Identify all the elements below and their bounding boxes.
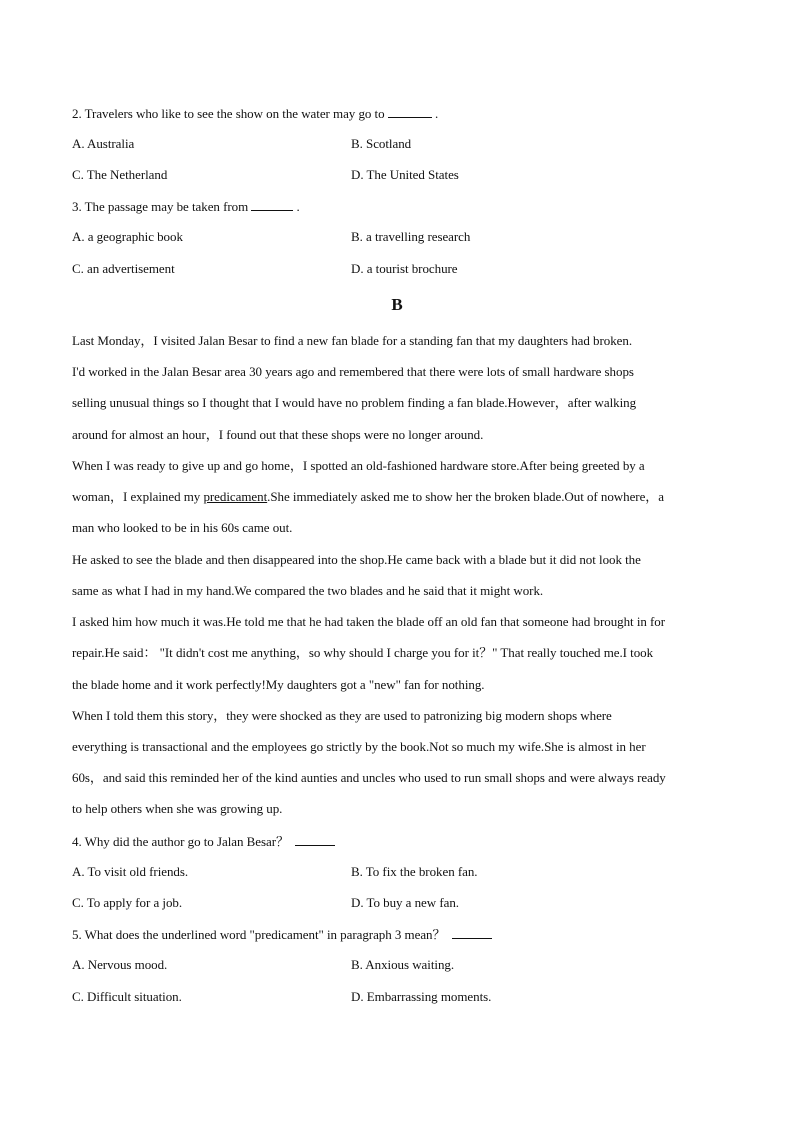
question-5-option-a: A. Nervous mood. — [72, 957, 168, 972]
question-3-number: 3. — [72, 199, 82, 214]
question-2-text: Travelers who like to see the show on the water may go to — [84, 106, 385, 121]
question-3 — [72, 198, 300, 215]
passage-line: selling unusual things so I thought that I would have no problem finding a fan blade.However，after walking — [72, 395, 637, 410]
question-2 — [72, 105, 438, 122]
section-title: B — [391, 295, 403, 314]
underlined-word: predicament — [203, 489, 268, 504]
passage-line: man who looked to be in his 60s came out. — [72, 520, 293, 535]
question-4-text: Why did the author go to Jalan Besar？ — [84, 834, 289, 849]
question-5-option-d: D. Embarrassing moments. — [351, 989, 492, 1004]
answer-blank — [251, 198, 293, 211]
question-5-text: What does the underlined word "predicament" in paragraph 3 mean？ — [84, 927, 446, 942]
question-4-option-c: C. To apply for a job. — [72, 895, 183, 910]
passage-line: repair.He said： "It didn't cost me anything，so why should I charge you for it？" That really touched me.I took — [72, 645, 654, 660]
answer-blank — [295, 833, 335, 846]
question-5 — [72, 926, 492, 943]
passage-line: He asked to see the blade and then disappeared into the shop.He came back with a blade but it did not look the — [72, 552, 641, 567]
question-4 — [72, 833, 335, 850]
question-3-end: . — [296, 199, 300, 214]
passage-line: everything is transactional and the employees go strictly by the book.Not so much my wife.She is almost in her — [72, 739, 646, 754]
passage-text: .She immediately asked me to show her the broken blade.Out of nowhere，a — [267, 489, 664, 504]
question-2-option-c: C. The Netherland — [72, 167, 168, 182]
question-5-number: 5. — [72, 927, 82, 942]
passage-line: Last Monday，I visited Jalan Besar to find a new fan blade for a standing fan that my daughters had broken. — [72, 333, 633, 348]
passage-line: 60s，and said this reminded her of the kind aunties and uncles who used to run small shops and were always ready — [72, 770, 666, 785]
passage-line: the blade home and it work perfectly!My daughters got a "new" fan for nothing. — [72, 677, 485, 692]
passage-line — [72, 489, 664, 505]
passage-line: to help others when she was growing up. — [72, 801, 283, 816]
passage-line: When I told them this story，they were shocked as they are used to patronizing big modern shops where — [72, 708, 612, 723]
question-2-number: 2. — [72, 106, 82, 121]
answer-blank — [388, 105, 432, 118]
question-2-option-b: B. Scotland — [351, 136, 412, 151]
question-4-option-d: D. To buy a new fan. — [351, 895, 459, 910]
passage-line: I'd worked in the Jalan Besar area 30 years ago and remembered that there were lots of small hardware shops — [72, 364, 634, 379]
question-5-option-c: C. Difficult situation. — [72, 989, 182, 1004]
passage-text: woman，I explained my — [72, 489, 204, 504]
passage-line: I asked him how much it was.He told me that he had taken the blade off an old fan that someone had brought in for — [72, 614, 666, 629]
question-3-option-a: A. a geographic book — [72, 229, 183, 244]
answer-blank — [452, 926, 492, 939]
question-2-end: . — [434, 106, 439, 121]
question-4-option-a: A. To visit old friends. — [72, 864, 189, 879]
question-4-number: 4. — [72, 834, 82, 849]
passage-line: When I was ready to give up and go home，I spotted an old-fashioned hardware store.After being greeted by a — [72, 458, 645, 473]
question-3-text: The passage may be taken from — [84, 199, 249, 214]
passage-line: around for almost an hour，I found out that these shops were no longer around. — [72, 427, 484, 442]
question-3-option-c: C. an advertisement — [72, 261, 175, 276]
question-2-option-a: A. Australia — [72, 136, 135, 151]
question-2-option-d: D. The United States — [351, 167, 459, 182]
question-5-option-b: B. Anxious waiting. — [351, 957, 455, 972]
question-4-option-b: B. To fix the broken fan. — [351, 864, 478, 879]
passage-line: same as what I had in my hand.We compared the two blades and he said that it might work. — [72, 583, 544, 598]
question-3-option-d: D. a tourist brochure — [351, 261, 458, 276]
question-3-option-b: B. a travelling research — [351, 229, 471, 244]
